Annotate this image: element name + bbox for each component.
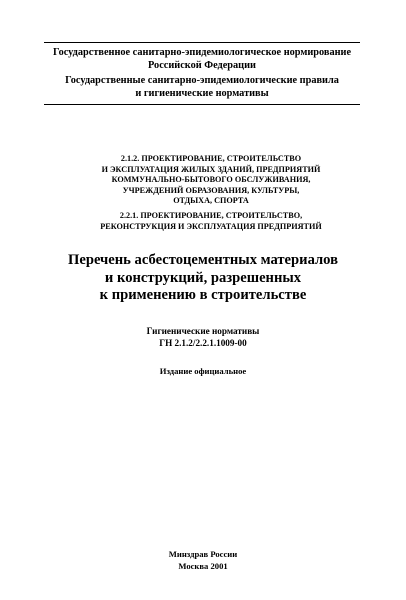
header-bottom-rule (44, 104, 360, 105)
header-sub-line: и гигиенические нормативы (135, 87, 269, 99)
section-line: УЧРЕЖДЕНИЙ ОБРАЗОВАНИЯ, КУЛЬТУРЫ, (122, 185, 300, 195)
section-line: 2.1.2. ПРОЕКТИРОВАНИЕ, СТРОИТЕЛЬСТВО (120, 154, 302, 163)
section-line: ОТДЫХА, СПОРТА (173, 196, 249, 206)
header-block (44, 42, 360, 105)
section-heading-2-1-2 (96, 154, 326, 207)
norm-type: Гигиенические нормативы (146, 326, 260, 336)
header-main-line: Государственное санитарно-эпидемиологическое нормирование (52, 47, 352, 58)
section-line: РЕКОНСТРУКЦИЯ И ЭКСПЛУАТАЦИЯ ПРЕДПРИЯТИЙ (100, 221, 322, 231)
section-line: 2.2.1. ПРОЕКТИРОВАНИЕ, СТРОИТЕЛЬСТВО, (119, 210, 303, 220)
norm-designation (100, 326, 306, 349)
edition-label: Издание официальное (159, 366, 247, 376)
publisher-block (100, 549, 306, 572)
section-headings (96, 154, 326, 232)
title-line: к применению в строительстве (99, 287, 307, 303)
norm-code: ГН 2.1.2/2.2.1.1009-00 (159, 337, 247, 348)
title-line: и конструкций, разрешенных (104, 269, 302, 286)
document-title (40, 252, 366, 305)
publisher-name: Минздрав России (168, 549, 238, 559)
header-main-title (44, 47, 360, 72)
section-line: И ЭКСПЛУАТАЦИЯ ЖИЛЫХ ЗДАНИЙ, ПРЕДПРИЯТИЙ (101, 164, 321, 174)
header-main-line: Российской Федерации (148, 59, 256, 71)
header-top-rule (44, 42, 360, 43)
header-subtitle (44, 75, 360, 100)
publisher-place-year: Москва 2001 (178, 560, 228, 571)
title-line: Перечень асбестоцементных материалов (68, 252, 338, 268)
section-heading-2-2-1 (96, 211, 326, 232)
section-line: КОММУНАЛЬНО-БЫТОВОГО ОБСЛУЖИВАНИЯ, (111, 175, 311, 185)
header-sub-line: Государственные санитарно-эпидемиологические правила (65, 75, 339, 87)
